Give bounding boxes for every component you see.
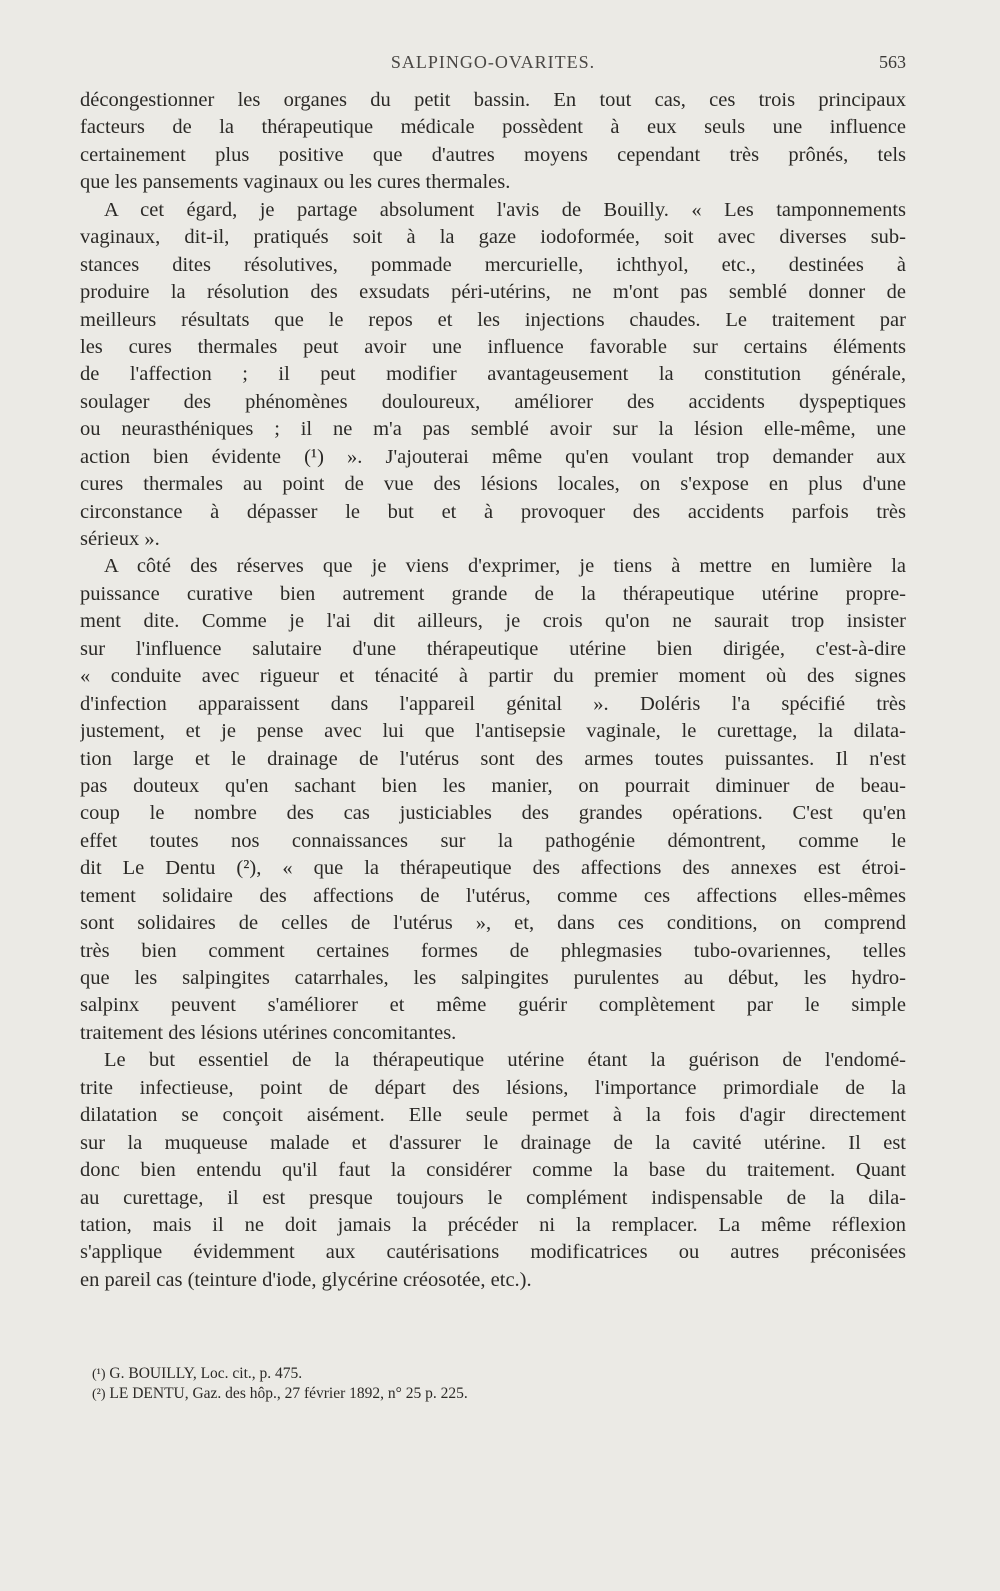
footnote-text: G. BOUILLY, Loc. cit., p. 475.	[109, 1365, 303, 1382]
text-line: dilatation se conçoit aisément. Elle seule permet à la fois d'agir directement	[80, 1104, 906, 1127]
text-line: puissance curative bien autrement grande de la thérapeutique utérine propre-	[80, 582, 906, 605]
text-line: certainement plus positive que d'autres moyens cependant très prônés, tels	[80, 143, 906, 166]
text-line: tion large et le drainage de l'utérus sont des armes toutes puissantes. Il n'est	[80, 747, 906, 770]
text-line: vaginaux, dit-il, pratiqués soit à la gaze iodoformée, soit avec diverses sub-	[80, 226, 906, 249]
footnote-text: LE DENTU, Gaz. des hôp., 27 février 1892, n° 25 p. 225.	[109, 1385, 468, 1402]
text-line: Le but essentiel de la thérapeutique utérine étant la guérison de l'endomé-	[104, 1049, 906, 1072]
text-line: action bien évidente (¹) ». J'ajouterai même qu'en voulant trop demander aux	[80, 445, 906, 468]
text-line: facteurs de la thérapeutique médicale possèdent à eux seuls une influence	[80, 116, 906, 139]
page-number: 563	[879, 52, 906, 72]
text-line: s'applique évidemment aux cautérisations modificatrices ou autres préconisées	[80, 1241, 906, 1264]
text-line: de l'affection ; il peut modifier avantageusement la constitution générale,	[80, 363, 906, 386]
text-line: trite infectieuse, point de départ des lésions, l'importance primordiale de la	[80, 1076, 906, 1099]
text-line: en pareil cas (teinture d'iode, glycérine créosotée, etc.).	[80, 1268, 532, 1291]
footnote	[92, 1384, 792, 1404]
text-line: cures thermales au point de vue des lésions locales, on s'expose en plus d'une	[80, 473, 906, 496]
text-line: traitement des lésions utérines concomitantes.	[80, 1021, 457, 1044]
text-line: sur l'influence salutaire d'une thérapeutique utérine bien dirigée, c'est-à-dire	[80, 637, 906, 660]
text-line: au curettage, il est presque toujours le complément indispensable de la dila-	[80, 1186, 906, 1209]
text-line: très bien comment certaines formes de phlegmasies tubo-ovariennes, telles	[80, 939, 906, 962]
text-line: « conduite avec rigueur et ténacité à partir du premier moment où des signes	[80, 665, 906, 688]
footnote	[92, 1364, 792, 1384]
text-line: meilleurs résultats que le repos et les injections chaudes. Le traitement par	[80, 308, 906, 331]
text-line: coup le nombre des cas justiciables des grandes opérations. C'est qu'en	[80, 802, 906, 825]
text-line: décongestionner les organes du petit bassin. En tout cas, ces trois principaux	[80, 89, 906, 111]
text-line: A côté des réserves que je viens d'exprimer, je tiens à mettre en lumière la	[104, 555, 906, 578]
text-line: soulager des phénomènes douloureux, améliorer des accidents dyspeptiques	[80, 390, 906, 413]
text-line: donc bien entendu qu'il faut la considérer comme la base du traitement. Quant	[80, 1159, 906, 1182]
text-line: justement, et je pense avec lui que l'antisepsie vaginale, le curettage, la dilata-	[80, 720, 906, 743]
text-line: que les pansements vaginaux ou les cures thermales.	[80, 171, 511, 194]
text-line: tement solidaire des affections de l'utérus, comme ces affections elles-mêmes	[80, 884, 906, 907]
text-line: les cures thermales peut avoir une influence favorable sur certains éléments	[80, 335, 906, 358]
running-title: SALPINGO-OVARITES.	[390, 52, 596, 72]
body-text	[80, 87, 906, 1294]
footnote-mark: (¹)	[92, 1367, 106, 1382]
text-line: effet toutes nos connaissances sur la pathogénie démontrent, comme le	[80, 829, 906, 852]
running-head	[80, 52, 906, 82]
text-line: ment dite. Comme je l'ai dit ailleurs, je crois qu'on ne saurait trop insister	[80, 610, 906, 633]
text-line: que les salpingites catarrhales, les salpingites purulentes au début, les hydro-	[80, 967, 906, 989]
text-line: pas douteux qu'en sachant bien les manier, on pourrait diminuer de beau-	[80, 774, 906, 797]
footnote-mark: (²)	[92, 1387, 106, 1402]
text-line: sérieux ».	[80, 528, 160, 550]
text-line: dit Le Dentu (²), « que la thérapeutique des affections des annexes est étroi-	[80, 857, 906, 880]
text-line: d'infection apparaissent dans l'appareil génital ». Doléris l'a spécifié très	[80, 692, 906, 715]
footnotes	[92, 1364, 792, 1404]
text-line: tation, mais il ne doit jamais la précéder ni la remplacer. La même réflexion	[80, 1213, 906, 1236]
text-line: produire la résolution des exsudats péri-utérins, ne m'ont pas semblé donner de	[80, 281, 906, 304]
text-line: sont solidaires de celles de l'utérus », et, dans ces conditions, on comprend	[80, 912, 906, 935]
text-line: stances dites résolutives, pommade mercurielle, ichthyol, etc., destinées à	[80, 253, 906, 276]
text-line: A cet égard, je partage absolument l'avis de Bouilly. « Les tamponnements	[104, 198, 906, 221]
text-line: ou neurasthéniques ; il ne m'a pas semblé avoir sur la lésion elle-même, une	[80, 418, 906, 441]
text-line: sur la muqueuse malade et d'assurer le drainage de la cavité utérine. Il est	[80, 1131, 906, 1154]
text-line: salpinx peuvent s'améliorer et même guérir complètement par le simple	[80, 994, 906, 1017]
text-line: circonstance à dépasser le but et à provoquer des accidents parfois très	[80, 500, 906, 523]
